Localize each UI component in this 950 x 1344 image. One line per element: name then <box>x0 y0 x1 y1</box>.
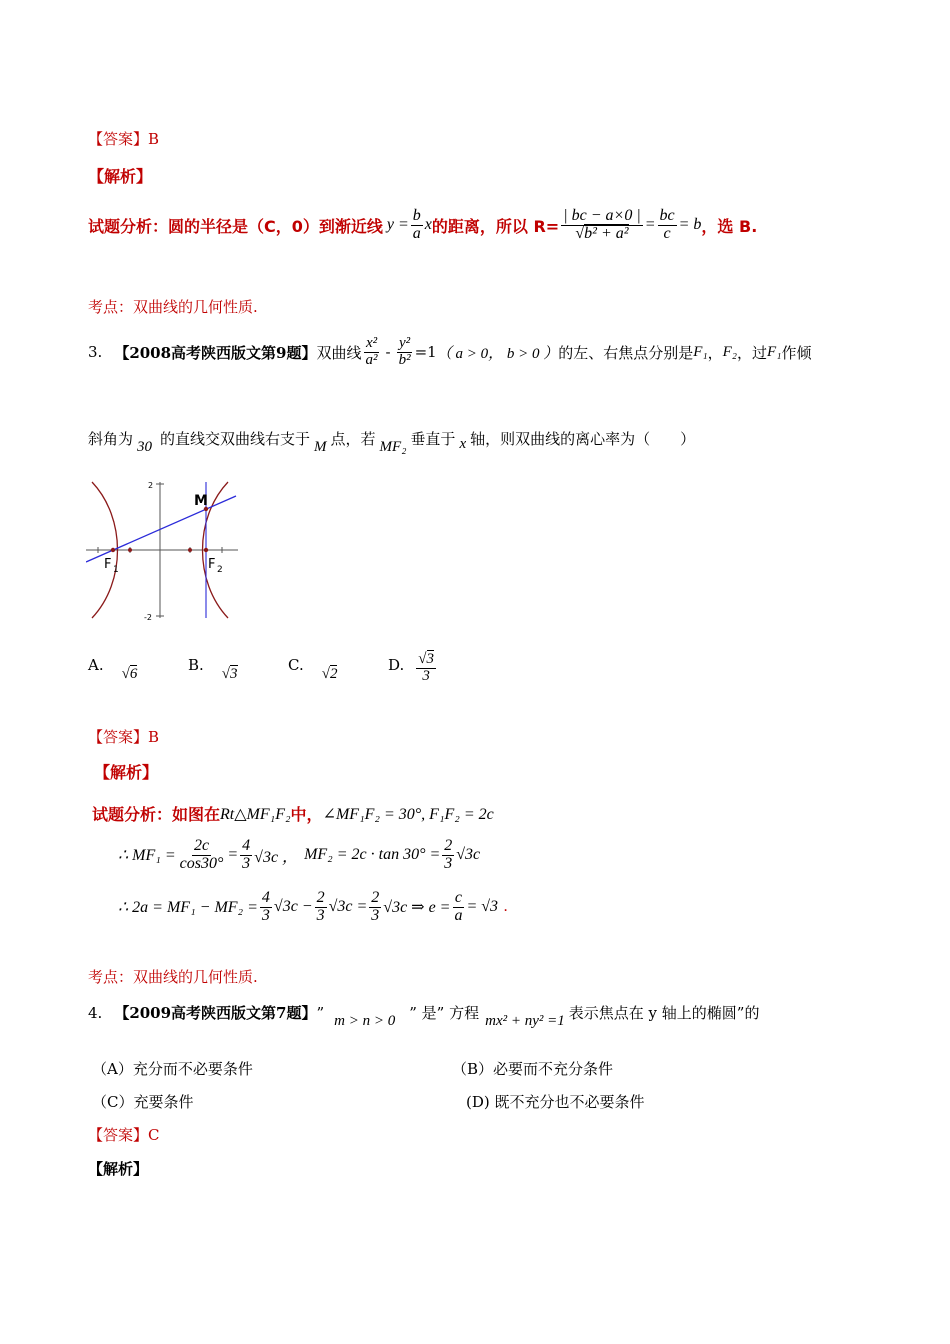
q3-line2-a: 斜角为 <box>88 430 134 448</box>
q3-line2-e: 轴，则双曲线的离心率为（ ） <box>470 430 696 448</box>
q3-text2: ，过 <box>737 343 768 362</box>
vertex-left <box>128 548 132 552</box>
q3-analysis-label: 【解析】 <box>94 763 159 782</box>
q2-answer <box>88 128 159 149</box>
frac-num: 4 <box>261 889 270 906</box>
vertex-right <box>188 548 192 552</box>
q4-equation: mx² + ny² =1 <box>485 1013 565 1029</box>
hyperbola-figure <box>86 478 242 624</box>
q3-solution-line3 <box>118 890 508 925</box>
answer-label: 【答案】 <box>88 130 149 148</box>
q3-source: 【2008高考陕西版文第9题】 <box>114 343 317 362</box>
frac-den: 3 <box>316 906 325 924</box>
q2-analysis-label: 【解析】 <box>88 167 153 186</box>
q3-l2-frac2 <box>240 838 252 873</box>
q3-x2: x² <box>365 335 378 351</box>
q3-keypoint: 考点：双曲线的几何性质. <box>88 968 258 986</box>
q3-l3-d: √3c ⇒ e = <box>383 899 451 917</box>
q3-l2-a: ∴ MF₁ = <box>118 847 176 865</box>
q4-answer <box>88 1124 160 1145</box>
q2-abs-num: | bc − a×0 | <box>563 207 641 224</box>
y-label-top: 2 <box>148 481 154 490</box>
q2-frac-a: a <box>412 224 421 242</box>
q3-l3-frac1 <box>260 890 272 925</box>
q4-quote1: ” <box>316 1003 325 1022</box>
q3-y2: y² <box>399 335 411 351</box>
option-letter: C. <box>288 656 304 674</box>
q3-sol-triangle: Rt△MF₁F₂ <box>220 805 291 823</box>
q3-number: 3. <box>88 343 103 362</box>
option-letter: B. <box>188 656 204 674</box>
option-value: √6 <box>121 666 138 682</box>
q4-option-a: （A）充分而不必要条件 <box>92 1060 253 1078</box>
q3-l3-frac3 <box>369 890 381 925</box>
q2-frac-distance <box>561 208 643 243</box>
q2-mid: 的距离，所以 R= <box>431 216 560 236</box>
q2-frac-bc: bc <box>659 207 675 224</box>
q3-solution-line2 <box>118 838 480 873</box>
option-letter: D. <box>388 656 405 674</box>
option-radicand: 3 <box>230 666 238 682</box>
q2-frac-bcc <box>658 208 677 243</box>
label-F2: F <box>208 557 216 572</box>
q3-l3-c: √3c = <box>328 898 368 916</box>
frac-num: 4 <box>242 837 251 854</box>
q3-l3-e: = √3 <box>466 898 499 916</box>
answer-label: 【答案】 <box>88 728 149 746</box>
q3-option-b <box>188 656 288 683</box>
y-label-bottom: -2 <box>144 613 152 622</box>
q2-eq2: = b <box>678 216 702 234</box>
q3-l2-b: = <box>227 846 239 864</box>
q4-source: 【2009高考陕西版文第7题】 <box>114 1004 317 1022</box>
option-num: √3 <box>418 651 434 667</box>
q2-solution-prefix: 试题分析：圆的半径是（C，0）到渐近线 <box>88 216 383 236</box>
q3-sol-mid: 中， <box>290 805 323 824</box>
focus-F2-point <box>204 548 208 552</box>
q3-x-axis: x <box>459 436 467 452</box>
q4-analysis-label: 【解析】 <box>88 1160 149 1178</box>
q3-eq1: =1 <box>414 343 437 362</box>
q4-number: 4. <box>88 1003 103 1022</box>
q3-l3-a: ∴ 2a = MF₁ − MF₂ = <box>118 899 258 917</box>
focus-F1-point <box>111 548 115 552</box>
q3-option-a <box>88 656 188 683</box>
frac-num: 2 <box>316 889 325 906</box>
label-F1-sub: 1 <box>113 565 119 575</box>
q3-l3-f: . <box>504 898 509 916</box>
frac-num: 2 <box>444 837 453 854</box>
q3-frac-y2b2 <box>397 336 413 369</box>
q3-option-d <box>388 651 436 685</box>
q2-eq1: = <box>644 216 656 234</box>
answer-value: C <box>148 1126 160 1144</box>
q3-sol-cond: ∠MF₁F₂ = 30°, F₁F₂ = 2c <box>322 805 494 823</box>
q3-M: M <box>314 439 327 455</box>
q4-tail: 表示焦点在 y 轴上的椭圆”的 <box>568 1004 760 1022</box>
q2-frac-b: b <box>412 207 421 224</box>
option-letter: A. <box>88 656 104 674</box>
q3-minus: - <box>385 343 391 362</box>
q3-cond: （ a > 0， b > 0 ） <box>436 345 559 362</box>
frac-num: 2 <box>371 889 380 906</box>
q2-frac-ba <box>411 208 423 243</box>
q3-l2-frac3 <box>442 838 454 873</box>
q3-MF2: MF₂ <box>379 439 407 455</box>
option-radicand: 3 <box>426 651 434 667</box>
q2-x: x <box>424 216 432 234</box>
frac-num: c <box>454 889 463 906</box>
frac-num: 2c <box>193 837 210 854</box>
q2-y-eq: y = <box>386 216 409 234</box>
q3-lead: 双曲线 <box>316 343 362 362</box>
q3-l3-b: √3c − <box>273 898 313 916</box>
q3-l2-e: √3c <box>456 846 481 864</box>
q4-stem <box>88 1002 760 1029</box>
q3-angle: 30 <box>137 439 153 455</box>
q3-F1: F₁ <box>693 343 708 360</box>
frac-den: a <box>454 906 463 924</box>
q3-l3-frac4 <box>452 890 464 925</box>
option-radicand: 2 <box>329 666 338 682</box>
option-value <box>416 652 436 685</box>
option-den: 3 <box>422 667 430 684</box>
q2-root-den-text: b² + a² <box>584 224 629 242</box>
q2-keypoint: 考点：双曲线的几何性质. <box>88 298 258 316</box>
q4-option-c: （C）充要条件 <box>92 1093 194 1111</box>
frac-den: 3 <box>242 854 251 872</box>
q3-frac-x2a2 <box>364 336 380 369</box>
q2-root-den: √b² + a² <box>575 224 629 242</box>
q3-comma: ， <box>707 343 723 362</box>
label-F1: F <box>104 557 112 572</box>
q3-stem-line1 <box>88 336 811 369</box>
frac-den: 3 <box>261 906 270 924</box>
q3-option-c <box>288 656 388 683</box>
q3-a2: a² <box>365 351 378 368</box>
label-M: M <box>194 493 208 509</box>
q4-option-b: （B）必要而不充分条件 <box>452 1060 614 1078</box>
q3-line2-d: 垂直于 <box>410 430 456 448</box>
q3-options <box>88 651 436 685</box>
q2-suffix: ，选 B. <box>701 216 758 236</box>
q2-solution <box>88 208 757 243</box>
q3-line2-b: 的直线交双曲线右支于 <box>160 430 311 448</box>
q3-line2-c: 点，若 <box>330 430 376 448</box>
q3-text3: 作倾 <box>781 343 812 362</box>
frac-den: 3 <box>444 854 453 872</box>
answer-label: 【答案】 <box>88 1126 149 1144</box>
option-value: √3 <box>221 666 238 682</box>
q3-l2-frac <box>178 838 226 873</box>
q3-F2: F₂ <box>722 343 738 360</box>
q3-F1b: F₁ <box>767 343 782 360</box>
q3-answer <box>88 726 159 747</box>
q3-solution-line1 <box>92 802 494 825</box>
q4-cond: m > n > 0 <box>334 1013 396 1029</box>
q3-sol-prefix: 试题分析：如图在 <box>92 805 221 824</box>
q3-text1: 的左、右焦点分别是 <box>558 343 694 362</box>
q3-l2-c: √3c ， <box>254 848 299 866</box>
answer-value: B <box>148 130 160 148</box>
frac-den: cos30° <box>179 854 224 872</box>
q4-quote2: ” 是” 方程 <box>409 1004 480 1022</box>
q2-frac-c: c <box>663 224 671 242</box>
frac-den: 3 <box>371 906 380 924</box>
answer-value: B <box>148 728 160 746</box>
option-value: √2 <box>321 666 338 682</box>
q3-b2: b² <box>398 351 411 368</box>
q4-option-d: (D) 既不充分也不必要条件 <box>466 1093 645 1111</box>
q3-l2-d: MF₂ = 2c · tan 30° = <box>304 846 441 864</box>
q3-l3-frac2 <box>315 890 327 925</box>
option-radicand: 6 <box>129 666 138 682</box>
q3-stem-line2 <box>88 428 696 455</box>
label-F2-sub: 2 <box>217 565 223 575</box>
